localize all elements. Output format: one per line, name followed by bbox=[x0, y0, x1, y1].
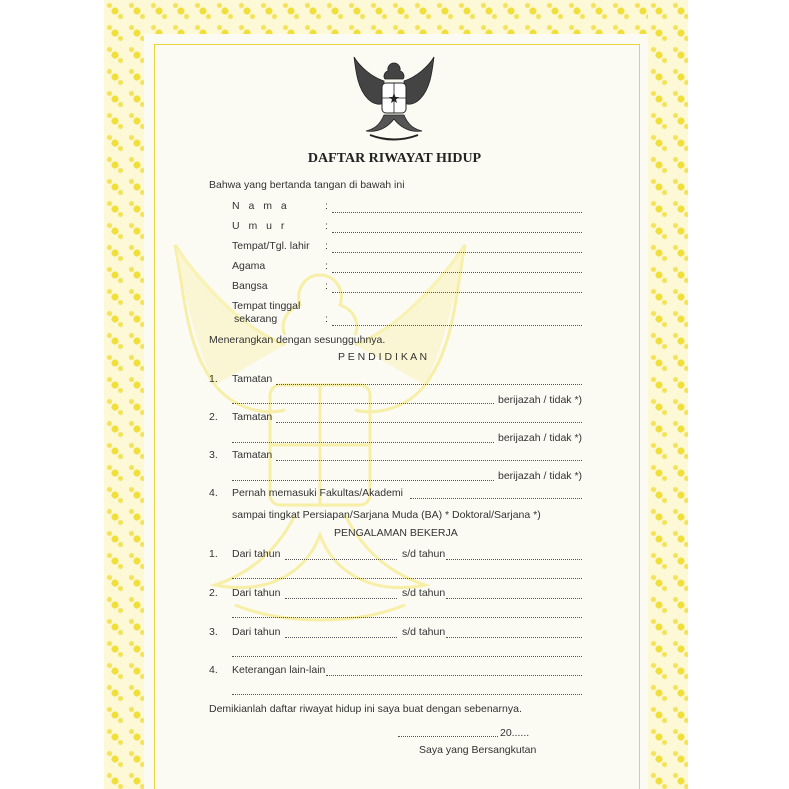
field-separator: : bbox=[325, 240, 328, 252]
education-line-4[interactable] bbox=[410, 498, 582, 499]
education-line-3a[interactable] bbox=[276, 460, 582, 461]
work-to-label: s/d tahun bbox=[402, 626, 446, 638]
education-suffix: berijazah / tidak *) bbox=[498, 432, 583, 444]
work-from-line-3[interactable] bbox=[285, 637, 397, 638]
garuda-emblem-icon bbox=[350, 55, 438, 141]
education-item-label: Tamatan bbox=[232, 449, 273, 461]
education-suffix: berijazah / tidak *) bbox=[498, 470, 583, 482]
work-heading: PENGALAMAN BEKERJA bbox=[334, 527, 458, 539]
field-label-agama: Agama bbox=[232, 260, 266, 272]
field-line-umur[interactable] bbox=[332, 232, 582, 233]
work-to-line-2[interactable] bbox=[446, 598, 582, 599]
field-label-umur: U m u r bbox=[232, 220, 288, 232]
work-item4-label: Keterangan lain-lain bbox=[232, 664, 326, 676]
education-item-number: 4. bbox=[209, 487, 218, 499]
left-ornament-border bbox=[104, 0, 144, 789]
education-item-number: 3. bbox=[209, 449, 218, 461]
education-item-label: Tamatan bbox=[232, 373, 273, 385]
field-separator: : bbox=[325, 260, 328, 272]
field-label-bangsa: Bangsa bbox=[232, 280, 268, 292]
work-detail-line-3[interactable] bbox=[232, 656, 582, 657]
work-from-label: Dari tahun bbox=[232, 548, 281, 560]
work-to-line-3[interactable] bbox=[446, 637, 582, 638]
field-label-nama: N a m a bbox=[232, 200, 290, 212]
work-notes-line-1[interactable] bbox=[326, 675, 582, 676]
education-line-1a[interactable] bbox=[276, 384, 582, 385]
work-item-number: 4. bbox=[209, 664, 218, 676]
field-line-bangsa[interactable] bbox=[332, 292, 582, 293]
field-separator: : bbox=[325, 220, 328, 232]
education-item-label: Tamatan bbox=[232, 411, 273, 423]
work-item-number: 1. bbox=[209, 548, 218, 560]
education-item-number: 1. bbox=[209, 373, 218, 385]
education-line-3b[interactable] bbox=[232, 480, 494, 481]
date-year: 20...... bbox=[500, 727, 530, 739]
field-label-tempat-tgl-lahir: Tempat/Tgl. lahir bbox=[232, 240, 310, 252]
work-notes-line-2[interactable] bbox=[232, 694, 582, 695]
field-label-tempat-tinggal: Tempat tinggal bbox=[232, 300, 301, 312]
work-from-label: Dari tahun bbox=[232, 587, 281, 599]
field-line-tempat-tinggal[interactable] bbox=[332, 325, 582, 326]
education-suffix: berijazah / tidak *) bbox=[498, 394, 583, 406]
education-item4-label: Pernah memasuki Fakultas/Akademi bbox=[232, 487, 403, 499]
education-line-2a[interactable] bbox=[276, 422, 582, 423]
declaration-text: Menerangkan dengan sesungguhnya. bbox=[209, 334, 386, 346]
education-line-1b[interactable] bbox=[232, 403, 494, 404]
top-ornament-border bbox=[104, 0, 688, 34]
work-detail-line-1[interactable] bbox=[232, 578, 582, 579]
work-from-line-1[interactable] bbox=[285, 559, 397, 560]
date-place-line[interactable] bbox=[398, 736, 498, 737]
education-item-number: 2. bbox=[209, 411, 218, 423]
education-line-2b[interactable] bbox=[232, 442, 494, 443]
education-heading: P E N D I D I K A N bbox=[338, 351, 428, 363]
intro-text: Bahwa yang bertanda tangan di bawah ini bbox=[209, 179, 405, 191]
closing-text: Demikianlah daftar riwayat hidup ini saya buat dengan sebenarnya. bbox=[209, 703, 522, 715]
field-separator: : bbox=[325, 280, 328, 292]
field-separator: : bbox=[325, 200, 328, 212]
education-item4-line2: sampai tingkat Persiapan/Sarjana Muda (BA) * Doktoral/Sarjana *) bbox=[232, 509, 541, 521]
field-line-tempat-tgl-lahir[interactable] bbox=[332, 252, 582, 253]
garuda-watermark-icon bbox=[155, 235, 485, 635]
page-title: DAFTAR RIWAYAT HIDUP bbox=[307, 151, 482, 166]
work-to-label: s/d tahun bbox=[402, 548, 446, 560]
work-from-label: Dari tahun bbox=[232, 626, 281, 638]
work-to-label: s/d tahun bbox=[402, 587, 446, 599]
work-from-line-2[interactable] bbox=[285, 598, 397, 599]
right-ornament-border bbox=[648, 0, 688, 789]
work-to-line-1[interactable] bbox=[446, 559, 582, 560]
signature-label: Saya yang Bersangkutan bbox=[419, 744, 537, 756]
work-detail-line-2[interactable] bbox=[232, 617, 582, 618]
field-label-sekarang: sekarang bbox=[234, 313, 278, 325]
work-item-number: 2. bbox=[209, 587, 218, 599]
field-separator: : bbox=[325, 313, 328, 325]
field-line-agama[interactable] bbox=[332, 272, 582, 273]
work-item-number: 3. bbox=[209, 626, 218, 638]
field-line-nama[interactable] bbox=[332, 212, 582, 213]
